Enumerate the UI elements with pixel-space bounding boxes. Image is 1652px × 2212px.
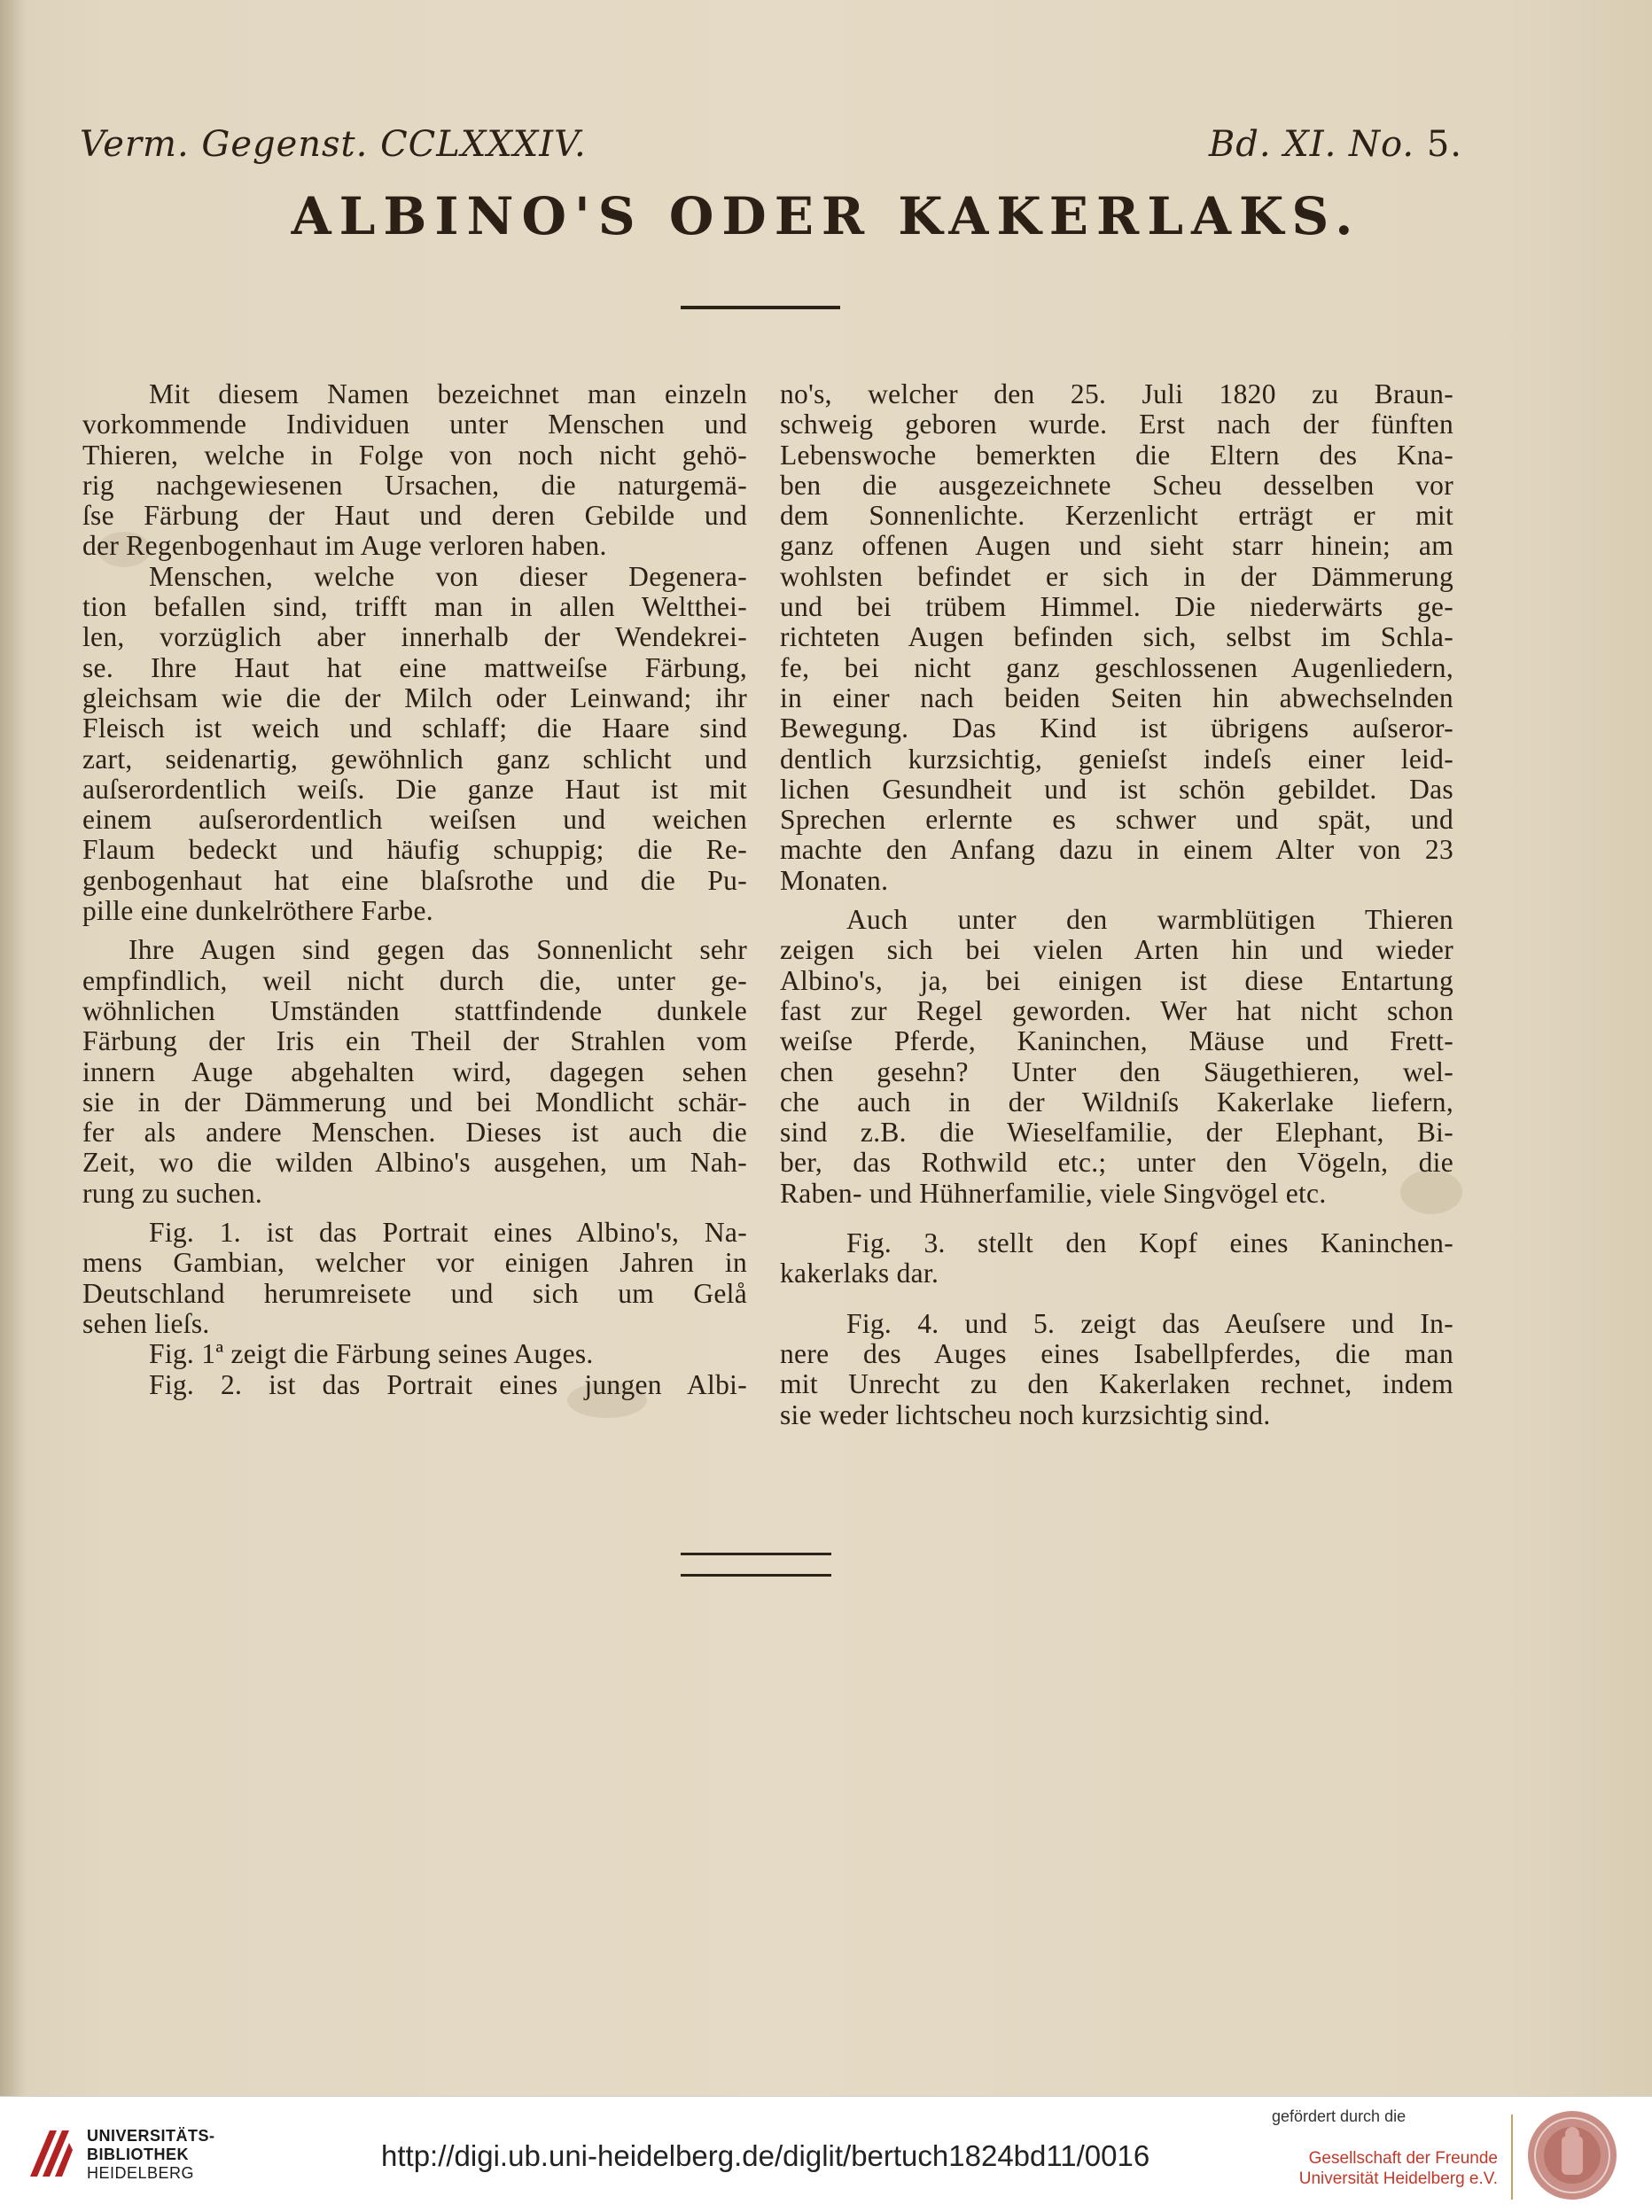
text-line: dentlich kurzsichtig, genieſst indeſs einer leid-: [780, 743, 1453, 775]
text-line: ben die ausgezeichnete Scheu desselben vor: [780, 469, 1453, 501]
text-line: no's, welcher den 25. Juli 1820 zu Braun-: [780, 378, 1453, 409]
text-line: Flaum bedeckt und häufig schuppig; die Re-: [82, 834, 747, 866]
library-name-line: UNIVERSITÄTS-: [87, 2127, 215, 2145]
text-line: Fig. 3. stellt den Kopf eines Kaninchen-: [846, 1227, 1453, 1259]
text-line: Thieren, welche in Folge von noch nicht gehö-: [82, 439, 747, 471]
text-line: rig nachgewiesenen Ursachen, die naturgemä-: [82, 469, 747, 501]
sponsor-name: [1276, 2148, 1498, 2189]
text-line: Albino's, ja, bei einigen ist diese Entartung: [780, 964, 1453, 996]
text-line: wöhnlichen Umständen stattfindende dunkele: [82, 994, 747, 1026]
end-divider-top: [681, 1553, 831, 1555]
library-name-line: HEIDELBERG: [87, 2164, 195, 2182]
text-line: vorkommende Individuen unter Menschen und: [82, 409, 747, 440]
header-section-label: Verm. Gegenst. CCLXXXIV.: [80, 124, 587, 165]
text-line: ganz offenen Augen und sieht starr hinein; am: [780, 530, 1453, 562]
text-line: sehen lieſs.: [82, 1307, 210, 1339]
text-line: Deutschland herumreisete und sich um Gelå: [82, 1277, 747, 1309]
text-line: che auch in der Wildniſs Kakerlake liefern,: [780, 1086, 1453, 1118]
text-line: wohlsten befindet er sich in der Dämmerung: [780, 560, 1453, 592]
end-divider-bottom: [681, 1574, 831, 1577]
header-volume-label: [1209, 124, 1462, 165]
text-line: gleichsam wie die der Milch oder Leinwand; ihr: [82, 682, 747, 713]
permalink-url[interactable]: http://digi.ub.uni-heidelberg.de/diglit/bertuch1824bd11/0016: [381, 2139, 1150, 2172]
text-line: empfindlich, weil nicht durch die, unter ge-: [82, 964, 747, 996]
text-line: sie weder lichtscheu noch kurzsichtig sind.: [780, 1398, 1271, 1430]
text-line: nere des Auges eines Isabellpferdes, die man: [780, 1337, 1453, 1369]
header-volume-text: Bd. XI. No.: [1208, 124, 1415, 165]
text-line: fer als andere Menschen. Dieses ist auch die: [82, 1117, 747, 1149]
text-line: Bewegung. Das Kind ist übrigens auſseror-: [780, 713, 1453, 744]
text-line: kakerlaks dar.: [780, 1258, 939, 1289]
text-line: Färbung der Iris ein Theil der Strahlen vom: [82, 1025, 747, 1057]
university-seal-icon: [1526, 2109, 1618, 2201]
text-line: Fig. 4. und 5. zeigt das Aeuſsere und In-: [846, 1307, 1453, 1339]
text-line: Sprechen erlernte es schwer und spät, und: [780, 804, 1453, 836]
running-header: [80, 124, 1462, 177]
text-line: len, vorzüglich aber innerhalb der Wendekrei-: [82, 621, 747, 653]
text-line: sie in der Dämmerung und bei Mondlicht schär-: [82, 1086, 747, 1118]
text-line: Fig. 1ª zeigt die Färbung seines Auges.: [149, 1338, 594, 1370]
text-line: der Regenbogenhaut im Auge verloren haben.: [82, 530, 607, 562]
left-text-column: [82, 379, 747, 1400]
text-line: und bei trübem Himmel. Die niederwärts ge-: [780, 591, 1453, 623]
text-line: Ihre Augen sind gegen das Sonnenlicht sehr: [129, 934, 747, 966]
text-line: machte den Anfang dazu in einem Alter von 23: [780, 834, 1453, 866]
text-line: sind z.B. die Wieselfamilie, der Elephant, Bi-: [780, 1117, 1453, 1149]
text-line: Monaten.: [780, 864, 889, 896]
text-line: in einer nach beiden Seiten hin abwechselnden: [780, 682, 1453, 713]
text-line: genbogenhaut hat eine blaſsrothe und die Pu-: [82, 864, 747, 896]
text-line: Menschen, welche von dieser Degenera-: [149, 560, 747, 592]
text-line: einem auſserordentlich weiſsen und weichen: [82, 804, 747, 836]
text-line: richteten Augen befinden sich, selbst im Schla-: [780, 621, 1453, 653]
text-line: weiſse Pferde, Kaninchen, Mäuse und Frett-: [780, 1025, 1453, 1057]
footer-divider: [1511, 2115, 1513, 2200]
text-line: tion befallen sind, trifft man in allen Weltthei-: [82, 591, 747, 623]
text-line: se. Ihre Haut hat eine mattweiſse Färbung,: [82, 651, 747, 683]
text-line: Raben- und Hühnerfamilie, viele Singvögel etc.: [780, 1177, 1327, 1209]
library-name-line: BIBLIOTHEK: [87, 2146, 189, 2163]
text-line: Fig. 2. ist das Portrait eines jungen Albi-: [149, 1368, 747, 1400]
text-line: dem Sonnenlichte. Kerzenlicht erträgt er mit: [780, 500, 1453, 532]
title-divider: [681, 306, 840, 309]
text-line: fe, bei nicht ganz geschlossenen Augenliedern,: [780, 651, 1453, 683]
text-line: fast zur Regel geworden. Wer hat nicht schon: [780, 994, 1453, 1026]
text-line: mens Gambian, welcher vor einigen Jahren in: [82, 1247, 747, 1279]
text-line: mit Unrecht zu den Kakerlaken rechnet, indem: [780, 1368, 1453, 1400]
text-line: Fig. 1. ist das Portrait eines Albino's, Na-: [149, 1217, 747, 1249]
text-line: chen gesehn? Unter den Säugethieren, wel-: [780, 1055, 1453, 1087]
text-line: lichen Gesundheit und ist schön gebildet. Das: [780, 773, 1453, 805]
header-issue-number: 5.: [1426, 124, 1462, 165]
sponsor-note: gefördert durch die: [1272, 2107, 1407, 2125]
text-line: zeigen sich bei vielen Arten hin und wieder: [780, 934, 1453, 966]
text-line: ber, das Rothwild etc.; unter den Vögeln, die: [780, 1147, 1453, 1179]
text-line: auſserordentlich weiſs. Die ganze Haut ist mit: [82, 773, 747, 805]
text-line: Zeit, wo die wilden Albino's ausgehen, um Nah-: [82, 1147, 747, 1179]
right-text-column: [780, 379, 1453, 1430]
article-title: ALBINO'S ODER KAKERLAKS.: [291, 186, 1361, 246]
text-line: Auch unter den warmblütigen Thieren: [846, 904, 1453, 936]
sponsor-name-line: Universität Heidelberg e.V.: [1298, 2169, 1498, 2188]
ub-heidelberg-logo-icon: [23, 2123, 78, 2182]
text-line: Lebenswoche bemerkten die Eltern des Kna-: [780, 439, 1453, 471]
text-line: rung zu suchen.: [82, 1177, 263, 1209]
sponsor-name-line: Gesellschaft der Freunde: [1308, 2149, 1498, 2168]
text-line: innern Auge abgehalten wird, dagegen sehen: [82, 1055, 747, 1087]
text-line: ſse Färbung der Haut und deren Gebilde und: [82, 500, 747, 532]
text-line: schweig geboren wurde. Erst nach der fünften: [780, 409, 1453, 440]
text-line: zart, seidenartig, gewöhnlich ganz schlicht und: [82, 743, 747, 775]
text-line: Fleisch ist weich und schlaff; die Haare sind: [82, 713, 747, 744]
text-line: pille eine dunkelröthere Farbe.: [82, 895, 433, 927]
text-line: Mit diesem Namen bezeichnet man einzeln: [149, 378, 747, 409]
library-name: [87, 2127, 215, 2183]
digitization-footer: [0, 2096, 1652, 2212]
